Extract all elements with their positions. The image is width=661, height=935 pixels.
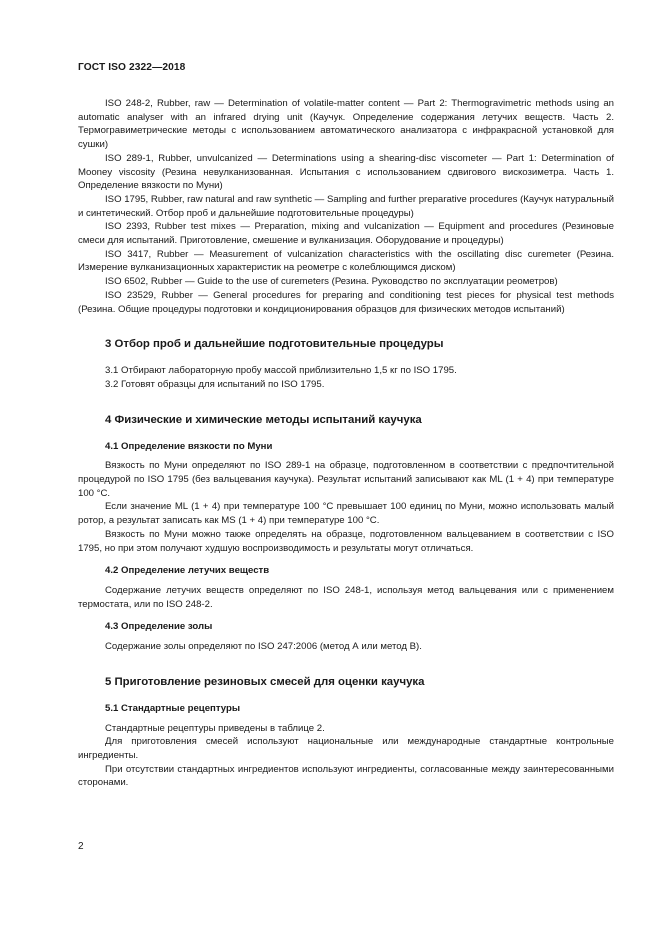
reference-item: ISO 23529, Rubber — General procedures for preparing and conditioning test pieces for physical test methods (Резина. Общие процедуры подготовки и кондиционирования образцов для физических методов испытаний) — [78, 289, 614, 315]
paragraph: Для приготовления смесей используют национальные или международные стандартные контрольные ингредиенты. — [78, 736, 614, 761]
reference-item: ISO 2393, Rubber test mixes — Preparation, mixing and vulcanization — Equipment and procedures (Резиновые смеси для испытаний. Приготовление, смешение и вулканизация. Оборудование и процедуры) — [78, 221, 614, 247]
section-5-heading: 5 Приготовление резиновых смесей для оценки каучука — [105, 675, 425, 688]
subsection-5-1-heading: 5.1 Стандартные рецептуры — [105, 702, 241, 714]
reference-item: ISO 248-2, Rubber, raw — Determination of volatile-matter content — Part 2: Thermogravimetric methods using an automatic analyser with an infrared drying unit (Каучук. Определение содержания летучих веществ. Часть 2. Термогравиметрические методы с использованием автоматического анализатора с инфракрасной установкой для сушки) — [78, 98, 614, 151]
document-body — [78, 97, 614, 790]
page-number: 2 — [78, 841, 84, 852]
paragraph: Содержание золы определяют по ISO 247:2006 (метод А или метод В). — [105, 641, 422, 653]
section-3-heading: 3 Отбор проб и дальнейшие подготовительные процедуры — [105, 338, 444, 351]
subsection-4-3-heading: 4.3 Определение золы — [105, 621, 213, 633]
paragraph: Вязкость по Муни определяют по ISO 289-1 на образце, подготовленном в соответствии с предпочтительной процедурой по ISO 1795 (без вальцевания каучука). Результат испытаний записывают как ML (1 + 4) при температуре 100 °С. — [78, 460, 614, 499]
paragraph: Стандартные рецептуры приведены в таблице 2. — [105, 722, 325, 734]
section-4-heading: 4 Физические и химические методы испытаний каучука — [105, 413, 422, 426]
paragraph: При отсутствии стандартных ингредиентов используют ингредиенты, согласованные между заинтересованными сторонами. — [78, 763, 614, 789]
reference-item: ISO 1795, Rubber, raw natural and raw synthetic — Sampling and further preparative procedures (Каучук натуральный и синтетический. Отбор проб и дальнейшие подготовительные процедуры) — [78, 193, 614, 219]
subsection-4-1-heading: 4.1 Определение вязкости по Муни — [105, 440, 273, 452]
section-3-item: 3.1 Отбирают лабораторную пробу массой приблизительно 1,5 кг по ISO 1795. — [105, 365, 457, 377]
paragraph: Если значение ML (1 + 4) при температуре 100 °С превышает 100 единиц по Муни, можно использовать малый ротор, а результат записать как MS (1 + 4) при температуре 100 °С. — [78, 501, 614, 527]
reference-item: ISO 6502, Rubber — Guide to the use of curemeters (Резина. Руководство по эксплуатации реометров) — [105, 276, 558, 288]
reference-item: ISO 3417, Rubber — Measurement of vulcanization characteristics with the oscillating disc curemeter (Резина. Измерение вулканизационных характеристик на реометре с колеблющимся диском) — [78, 248, 614, 274]
section-3-item: 3.2 Готовят образцы для испытаний по ISO 1795. — [105, 378, 325, 390]
paragraph: Содержание летучих веществ определяют по ISO 248-1, используя метод вальцевания или с применением термостата, или по ISO 248-2. — [78, 584, 614, 610]
normative-references-list — [78, 97, 614, 316]
reference-item: ISO 289-1, Rubber, unvulcanized — Determinations using a shearing-disc viscometer — Part 1: Determination of Mooney viscosity (Резина невулканизованная. Испытания с использованием сдвигового вискозиметра. Часть 1. Определение вязкости по Муни) — [78, 152, 614, 192]
document-header: ГОСТ ISO 2322—2018 — [78, 62, 186, 73]
paragraph: Вязкость по Муни можно также определять на образце, подготовленном вальцеванием в соответствии с ISO 1795, но при этом получают худшую воспроизводимость и результаты могут отличаться. — [78, 528, 614, 554]
subsection-4-2-heading: 4.2 Определение летучих веществ — [105, 565, 270, 577]
